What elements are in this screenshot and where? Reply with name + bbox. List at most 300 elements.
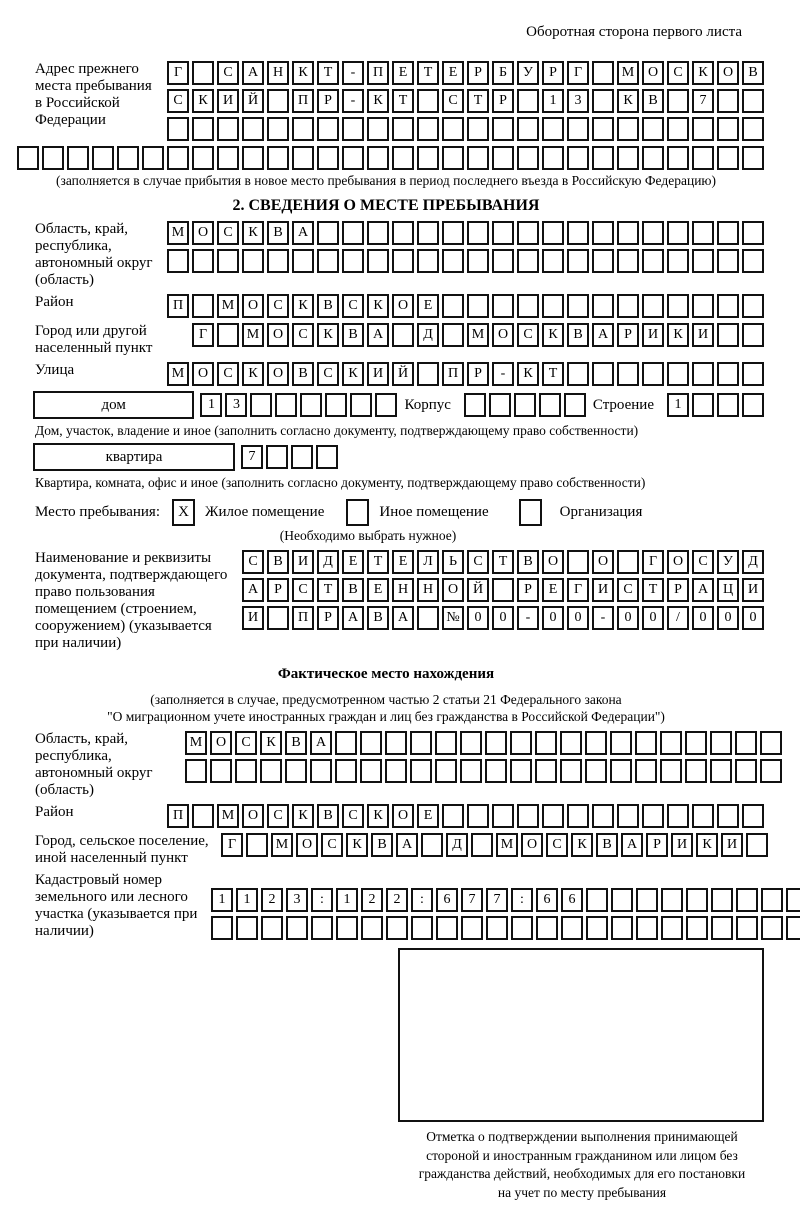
apartment-number-cells [241, 445, 338, 469]
char-grid-row [242, 578, 764, 602]
char-cell [442, 249, 464, 273]
char-cell: М [185, 731, 207, 755]
char-cell [92, 146, 114, 170]
char-cell [592, 61, 614, 85]
char-cell [242, 249, 264, 273]
char-cell: М [217, 294, 239, 318]
char-cell: Л [417, 550, 439, 574]
char-cell: О [242, 294, 264, 318]
char-cell [461, 916, 483, 940]
house-number-cells [200, 393, 397, 417]
char-cell: К [317, 323, 339, 347]
char-grid-row [185, 731, 782, 755]
char-cell [742, 294, 764, 318]
char-cell: Д [446, 833, 468, 857]
char-cell: В [517, 550, 539, 574]
char-cell [386, 916, 408, 940]
char-cell: О [542, 550, 564, 574]
stroenie-label: Строение [592, 396, 654, 413]
char-cell [442, 221, 464, 245]
char-cell: А [242, 578, 264, 602]
char-cell [535, 759, 557, 783]
field-previous-address [8, 61, 764, 141]
char-cell: А [342, 606, 364, 630]
korpus-label: Корпус [404, 396, 451, 413]
apartment-caption: Квартира, комната, офис и иное (заполнить согласно документу, подтверждающему право собственности) [35, 475, 646, 490]
char-cell: 3 [286, 888, 308, 912]
char-cell [291, 445, 313, 469]
char-cell: О [592, 550, 614, 574]
char-cell [292, 117, 314, 141]
char-cell [786, 916, 800, 940]
char-cell: Р [517, 578, 539, 602]
actual-city-label: Город, сельское поселение, иной населенный пункт [35, 833, 209, 866]
char-cell: А [242, 61, 264, 85]
char-cell: А [392, 606, 414, 630]
char-cell: О [717, 61, 739, 85]
char-cell: В [742, 61, 764, 85]
char-cell [661, 888, 683, 912]
char-grid-row [192, 323, 764, 347]
char-cell [192, 804, 214, 828]
char-cell: С [217, 221, 239, 245]
actual-district-label: Район [35, 804, 74, 820]
char-cell: Н [267, 61, 289, 85]
char-cell: И [642, 323, 664, 347]
char-cell [617, 804, 639, 828]
char-cell: И [217, 89, 239, 113]
char-cell: 6 [536, 888, 558, 912]
char-cell: М [271, 833, 293, 857]
stamp-caption-line: Отметка о подтверждении выполнения принимающей [426, 1129, 738, 1144]
char-cell: В [285, 731, 307, 755]
char-cell: В [367, 606, 389, 630]
char-cell [417, 89, 439, 113]
char-grid-row [242, 550, 764, 574]
char-grid-row [167, 61, 764, 85]
char-cell [410, 731, 432, 755]
char-cell: 7 [486, 888, 508, 912]
char-cell [710, 759, 732, 783]
house-type-box: дом [33, 391, 194, 419]
char-cell [485, 759, 507, 783]
char-grid-row [211, 888, 800, 912]
char-cell [692, 393, 714, 417]
char-cell [517, 117, 539, 141]
stroenie-cells [667, 393, 764, 417]
char-cell [761, 888, 783, 912]
char-cell: А [367, 323, 389, 347]
char-cell [317, 146, 339, 170]
char-grid-row [242, 606, 764, 630]
char-cell: К [367, 294, 389, 318]
char-cell [417, 146, 439, 170]
char-cell: Т [392, 89, 414, 113]
char-cell [760, 731, 782, 755]
char-cell [311, 916, 333, 940]
char-cell: Е [417, 804, 439, 828]
char-cell: П [167, 294, 189, 318]
char-cell: О [642, 61, 664, 85]
korpus-cells [464, 393, 586, 417]
char-cell: Г [642, 550, 664, 574]
char-cell: И [742, 578, 764, 602]
char-cell [517, 146, 539, 170]
char-cell: 0 [642, 606, 664, 630]
char-cell [560, 759, 582, 783]
char-cell: - [342, 61, 364, 85]
char-cell [361, 916, 383, 940]
char-cell [735, 731, 757, 755]
char-cell [192, 146, 214, 170]
char-cell: К [367, 89, 389, 113]
char-cell [567, 146, 589, 170]
char-cell [517, 249, 539, 273]
char-cell [692, 249, 714, 273]
char-cell [567, 362, 589, 386]
char-cell: Р [317, 89, 339, 113]
char-cell [742, 221, 764, 245]
char-cell [442, 117, 464, 141]
char-cell [285, 759, 307, 783]
char-cell: Р [317, 606, 339, 630]
char-cell [617, 146, 639, 170]
char-cell: Д [317, 550, 339, 574]
char-cell: С [667, 61, 689, 85]
option-zhiloe-label: Жилое помещение [205, 504, 325, 520]
char-cell: В [342, 323, 364, 347]
char-cell: О [192, 221, 214, 245]
char-cell: С [617, 578, 639, 602]
region-grid [167, 221, 764, 273]
char-cell [517, 221, 539, 245]
char-cell: И [692, 323, 714, 347]
char-cell: 2 [261, 888, 283, 912]
char-cell [211, 916, 233, 940]
char-cell [746, 833, 768, 857]
char-cell: О [492, 323, 514, 347]
char-cell [360, 731, 382, 755]
char-cell: : [311, 888, 333, 912]
char-cell: К [696, 833, 718, 857]
char-cell: С [692, 550, 714, 574]
char-cell [514, 393, 536, 417]
char-cell [667, 294, 689, 318]
char-cell [267, 606, 289, 630]
char-cell: Д [742, 550, 764, 574]
char-cell [367, 117, 389, 141]
char-cell [567, 550, 589, 574]
char-cell: К [242, 362, 264, 386]
char-cell [636, 888, 658, 912]
char-cell [392, 323, 414, 347]
char-cell: : [411, 888, 433, 912]
char-cell [517, 89, 539, 113]
char-cell [17, 146, 39, 170]
char-cell [460, 759, 482, 783]
char-cell [336, 916, 358, 940]
char-cell: С [342, 804, 364, 828]
char-cell [292, 146, 314, 170]
char-cell [567, 117, 589, 141]
char-cell: Р [467, 61, 489, 85]
char-cell [235, 759, 257, 783]
char-cell: И [242, 606, 264, 630]
city-label: Город или другой населенный пункт [35, 323, 153, 356]
char-cell [261, 916, 283, 940]
char-cell: О [192, 362, 214, 386]
char-cell: М [496, 833, 518, 857]
char-cell: 6 [561, 888, 583, 912]
char-cell [436, 916, 458, 940]
char-cell [292, 249, 314, 273]
char-cell [42, 146, 64, 170]
char-cell: Н [392, 578, 414, 602]
char-cell [210, 759, 232, 783]
char-cell [642, 249, 664, 273]
char-cell: Е [367, 578, 389, 602]
char-cell: К [342, 362, 364, 386]
char-cell [542, 146, 564, 170]
char-cell [242, 146, 264, 170]
char-cell: 1 [542, 89, 564, 113]
char-cell: К [571, 833, 593, 857]
char-cell: Т [542, 362, 564, 386]
char-cell [542, 117, 564, 141]
char-cell [510, 759, 532, 783]
char-cell [485, 731, 507, 755]
char-cell [536, 916, 558, 940]
char-cell [342, 146, 364, 170]
char-cell [467, 294, 489, 318]
char-cell [542, 804, 564, 828]
char-cell [617, 294, 639, 318]
char-cell [266, 445, 288, 469]
char-cell: 1 [200, 393, 222, 417]
district-grid [167, 294, 764, 318]
checkbox-zhiloe: X [172, 499, 195, 526]
char-cell [217, 117, 239, 141]
char-cell [192, 117, 214, 141]
char-cell [167, 249, 189, 273]
char-cell: 0 [467, 606, 489, 630]
char-cell [467, 804, 489, 828]
char-cell: В [292, 362, 314, 386]
char-cell [592, 804, 614, 828]
char-cell [392, 221, 414, 245]
char-cell: К [517, 362, 539, 386]
char-cell [742, 146, 764, 170]
char-cell [385, 731, 407, 755]
char-cell [417, 606, 439, 630]
char-cell [325, 393, 347, 417]
char-grid-row [167, 117, 764, 141]
char-cell: С [267, 294, 289, 318]
char-cell [492, 804, 514, 828]
char-cell [635, 731, 657, 755]
char-cell [489, 393, 511, 417]
char-cell [417, 362, 439, 386]
char-cell [392, 146, 414, 170]
char-cell [486, 916, 508, 940]
char-cell [435, 759, 457, 783]
char-cell: - [492, 362, 514, 386]
char-cell: П [442, 362, 464, 386]
char-cell: А [692, 578, 714, 602]
char-cell: 0 [717, 606, 739, 630]
char-cell [317, 117, 339, 141]
char-cell [217, 249, 239, 273]
char-cell: Г [167, 61, 189, 85]
char-cell: М [242, 323, 264, 347]
char-cell [167, 117, 189, 141]
char-cell: Г [192, 323, 214, 347]
char-cell: С [242, 550, 264, 574]
previous-address-label: Адрес прежнего места пребывания в Российской Федерации [35, 61, 152, 128]
char-cell: К [542, 323, 564, 347]
char-cell: В [267, 221, 289, 245]
char-cell: 0 [692, 606, 714, 630]
char-cell [567, 249, 589, 273]
char-grid-row [221, 833, 768, 857]
char-cell [617, 117, 639, 141]
char-cell: О [267, 362, 289, 386]
char-cell [542, 249, 564, 273]
char-cell: Р [492, 89, 514, 113]
char-cell: Т [467, 89, 489, 113]
char-cell: 1 [211, 888, 233, 912]
char-cell: С [517, 323, 539, 347]
char-cell: К [667, 323, 689, 347]
char-cell [310, 759, 332, 783]
char-cell [539, 393, 561, 417]
char-cell [667, 362, 689, 386]
char-cell: Р [542, 61, 564, 85]
char-cell [185, 759, 207, 783]
char-cell [660, 759, 682, 783]
char-cell: 6 [436, 888, 458, 912]
char-cell [742, 393, 764, 417]
char-cell [585, 759, 607, 783]
char-cell: Е [392, 61, 414, 85]
apartment-type-box: квартира [33, 443, 235, 471]
char-cell: В [596, 833, 618, 857]
char-cell [592, 249, 614, 273]
char-cell: К [292, 294, 314, 318]
char-cell [567, 294, 589, 318]
field-actual-district [8, 804, 764, 828]
stamp-area [8, 948, 764, 1202]
char-cell: А [310, 731, 332, 755]
char-cell: 0 [567, 606, 589, 630]
char-cell: Е [392, 550, 414, 574]
char-cell [317, 249, 339, 273]
char-cell [692, 804, 714, 828]
char-cell: 0 [742, 606, 764, 630]
field-actual-region [8, 731, 764, 799]
char-cell: С [292, 323, 314, 347]
char-cell: М [217, 804, 239, 828]
char-cell [67, 146, 89, 170]
char-cell: М [467, 323, 489, 347]
char-cell [742, 804, 764, 828]
char-cell: П [292, 606, 314, 630]
char-cell [717, 117, 739, 141]
char-cell [564, 393, 586, 417]
char-cell: У [717, 550, 739, 574]
char-cell [217, 146, 239, 170]
char-cell: Р [646, 833, 668, 857]
char-cell [510, 731, 532, 755]
char-cell: - [517, 606, 539, 630]
char-cell: 7 [461, 888, 483, 912]
char-cell: / [667, 606, 689, 630]
char-cell: С [467, 550, 489, 574]
stamp-caption-line: гражданства действий, необходимых для его постановки [418, 1166, 746, 1181]
char-cell: С [546, 833, 568, 857]
stamp-box [398, 948, 764, 1122]
actual-location-note-line: "О миграционном учете иностранных граждан и лиц без гражданства в Российской Федерации") [107, 709, 665, 724]
char-cell: И [292, 550, 314, 574]
char-cell [392, 249, 414, 273]
char-cell [267, 89, 289, 113]
char-cell [417, 221, 439, 245]
char-cell [385, 759, 407, 783]
char-cell: С [217, 362, 239, 386]
char-cell [335, 759, 357, 783]
char-cell [300, 393, 322, 417]
char-cell [642, 294, 664, 318]
char-cell: Е [442, 61, 464, 85]
char-grid-row [167, 89, 764, 113]
char-cell [642, 117, 664, 141]
char-cell: О [267, 323, 289, 347]
char-cell: К [242, 221, 264, 245]
char-cell: 7 [692, 89, 714, 113]
char-cell: А [396, 833, 418, 857]
checkbox-organizaciya [519, 499, 542, 526]
char-cell: К [692, 61, 714, 85]
char-cell [692, 117, 714, 141]
char-cell [642, 362, 664, 386]
char-cell: Й [467, 578, 489, 602]
char-cell [421, 833, 443, 857]
char-cell: К [617, 89, 639, 113]
char-cell [742, 323, 764, 347]
char-cell [742, 117, 764, 141]
char-cell [492, 221, 514, 245]
char-cell [286, 916, 308, 940]
char-cell: Ц [717, 578, 739, 602]
house-row [8, 391, 764, 419]
char-cell: И [671, 833, 693, 857]
char-cell: О [667, 550, 689, 574]
char-cell: Т [317, 61, 339, 85]
char-cell [267, 249, 289, 273]
char-cell: Р [467, 362, 489, 386]
actual-location-note-line: (заполняется в случае, предусмотренном частью 2 статьи 21 Федерального закона [150, 692, 622, 707]
field-cadastral [8, 872, 764, 940]
char-cell [736, 888, 758, 912]
actual-location-title: Фактическое место нахождения [277, 666, 495, 682]
char-cell [717, 249, 739, 273]
char-cell [467, 249, 489, 273]
char-grid-row [167, 249, 764, 273]
char-cell [167, 146, 189, 170]
char-cell: 2 [361, 888, 383, 912]
city-grid [192, 323, 764, 347]
residence-type-note: (Необходимо выбрать нужное) [279, 528, 457, 543]
